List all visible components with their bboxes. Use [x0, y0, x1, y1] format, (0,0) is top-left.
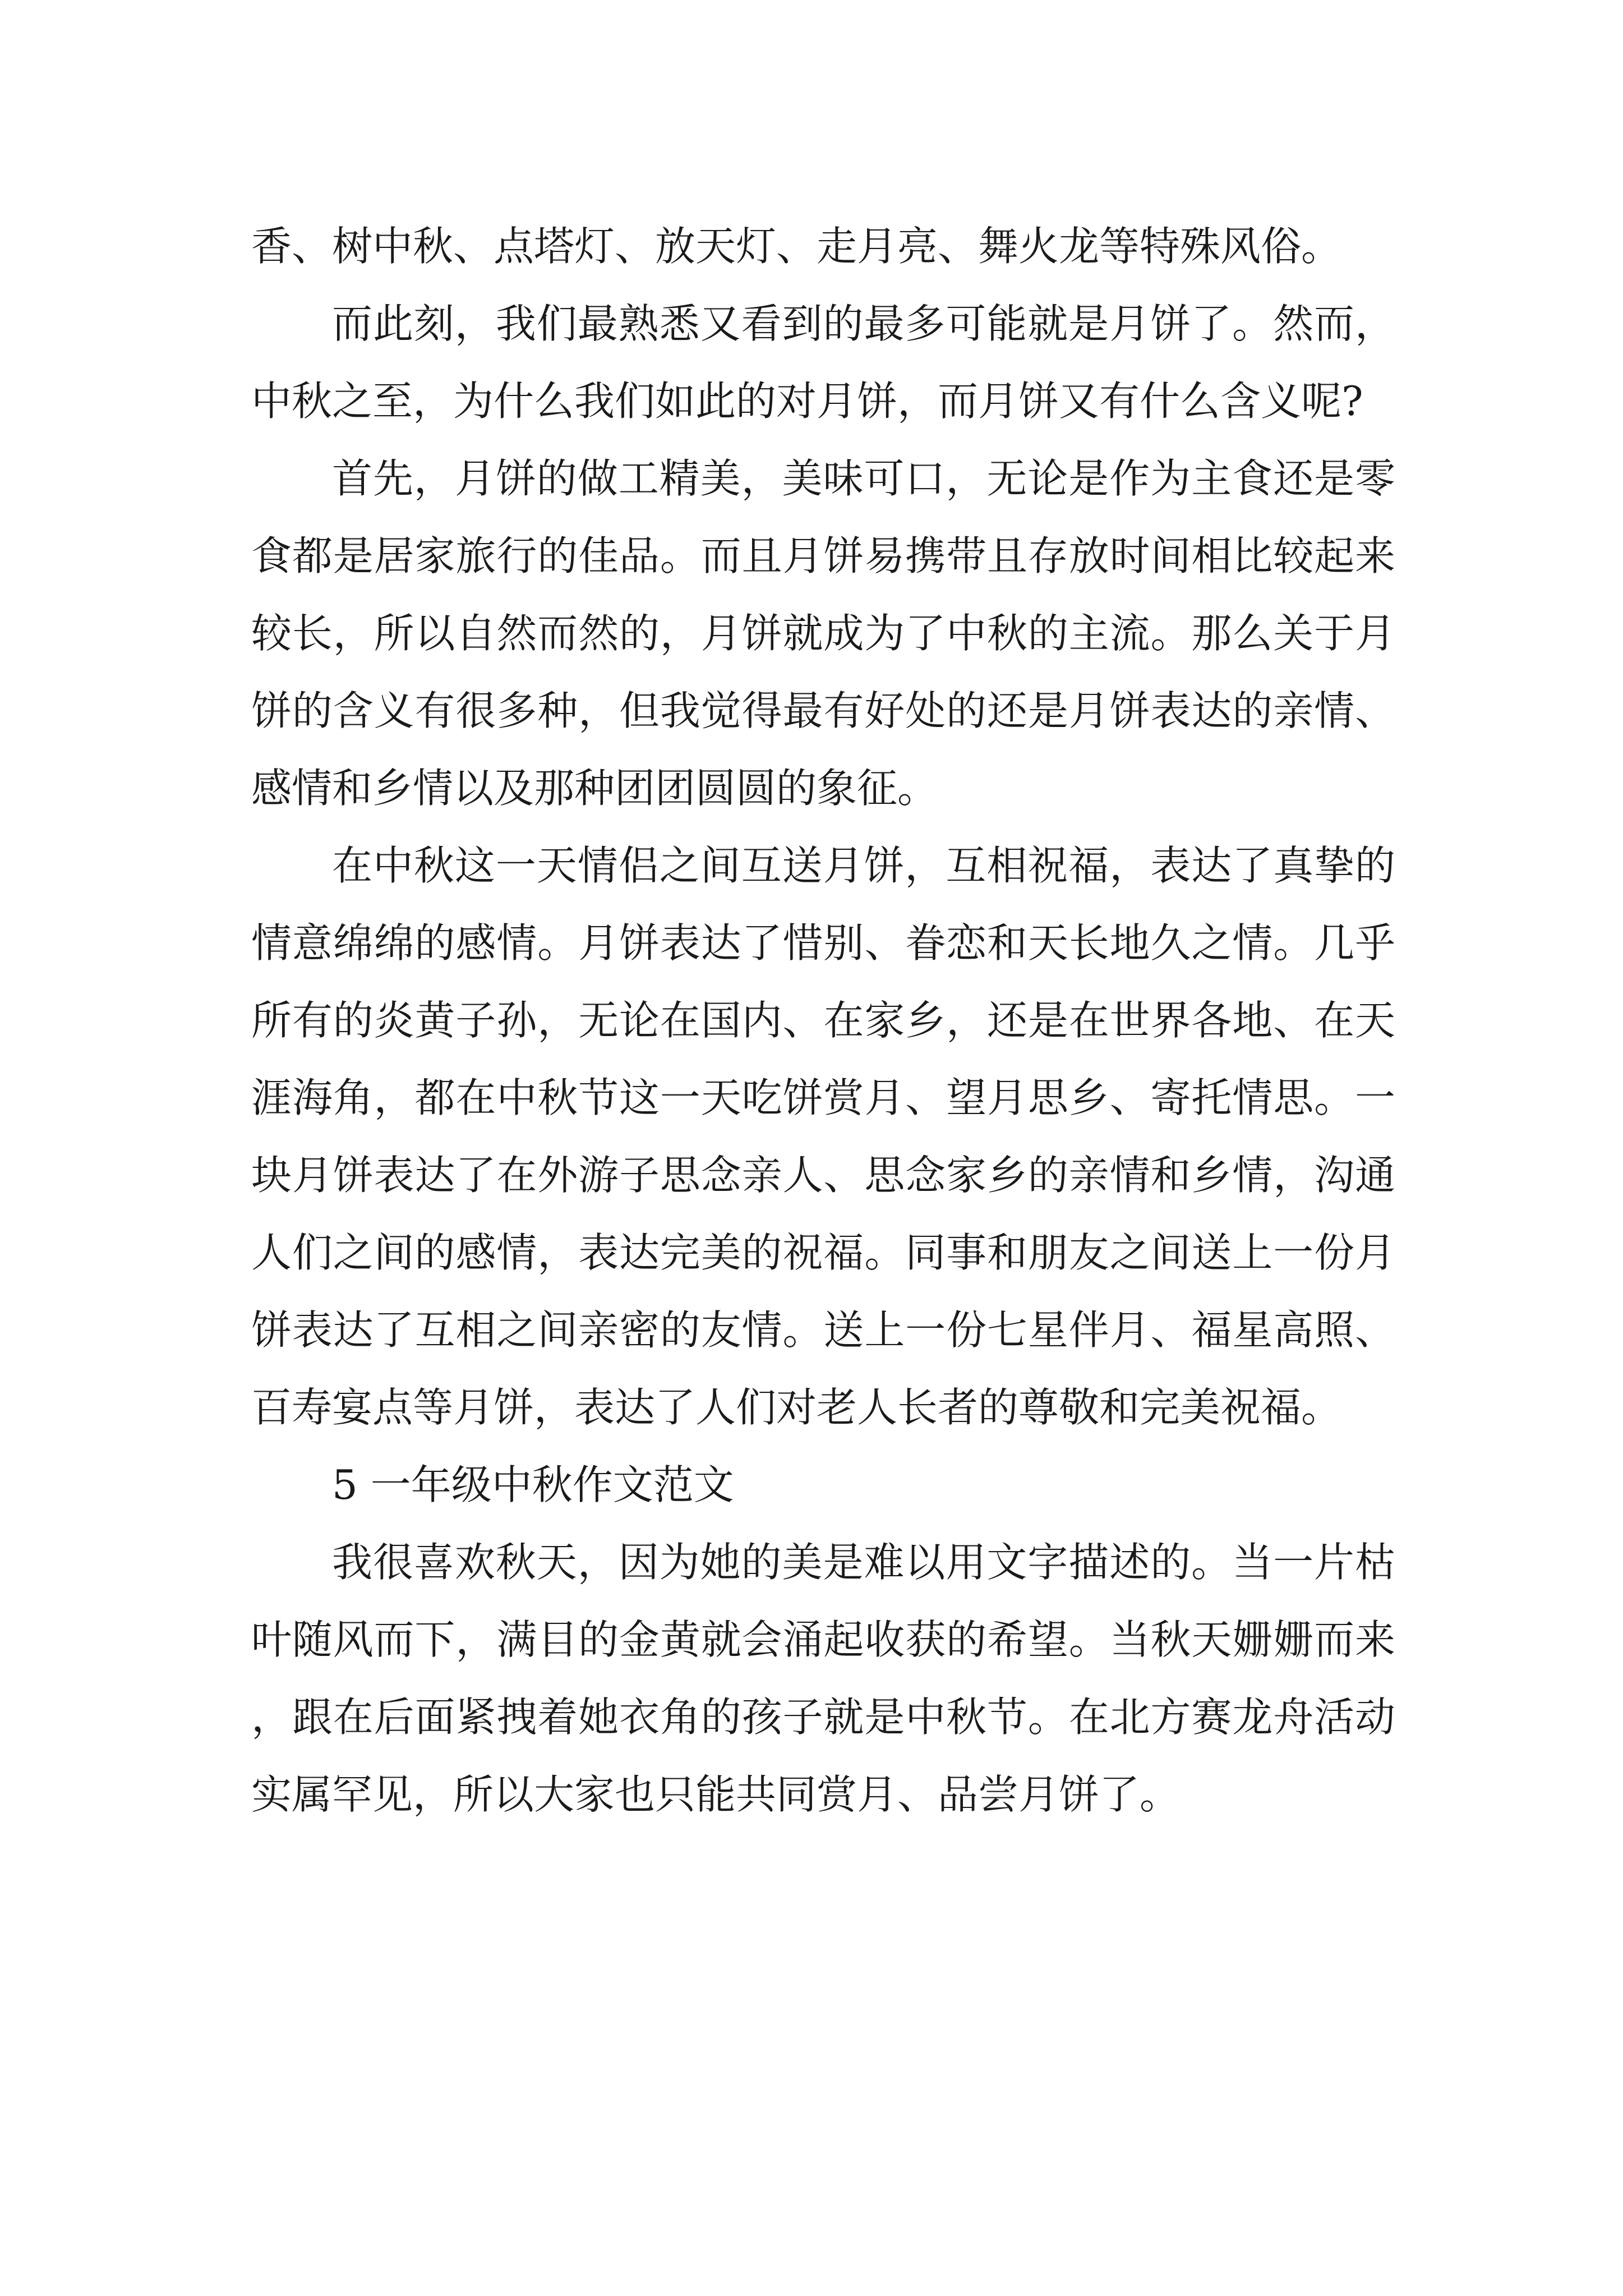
- paragraph-continued: 香、树中秋、点塔灯、放天灯、走月亮、舞火龙等特殊风俗。: [251, 223, 1342, 270]
- document-body: [251, 208, 1395, 1833]
- paragraph-mooncake-emotion: 在中秋这一天情侣之间互送月饼，互相祝福，表达了真挚的情意绵绵的感情。月饼表达了惜别、眷恋和天长地久之情。几乎所有的炎黄子孙，无论在国内、在家乡，还是在世界各地、在天涯海角，都在中秋节这一天吃饼赏月、望月思乡、寄托情思。一块月饼表达了在外游子思念亲人、思念家乡的亲情和乡情，沟通人们之间的感情，表达完美的祝福。同事和朋友之间送上一份月饼表达了互相之间亲密的友情。送上一份七星伴月、福星高照、百寿宴点等月饼，表达了人们对老人长者的尊敬和完美祝福。: [251, 842, 1395, 1431]
- section-heading: 5 一年级中秋作文范文: [332, 1461, 734, 1508]
- paragraph-autumn: 我很喜欢秋天，因为她的美是难以用文字描述的。当一片枯叶随风而下，满目的金黄就会涌起收获的希望。当秋天姗姗而来，跟在后面紧拽着她衣角的孩子就是中秋节。在北方赛龙舟活动实属罕见，所以大家也只能共同赏月、品尝月饼了。: [251, 1539, 1395, 1818]
- paragraph-mooncake-meaning: 首先，月饼的做工精美，美味可口，无论是作为主食还是零食都是居家旅行的佳品。而且月饼易携带且存放时间相比较起来较长，所以自然而然的，月饼就成为了中秋的主流。那么关于月饼的含义有很多种，但我觉得最有好处的还是月饼表达的亲情、感情和乡情以及那种团团圆圆的象征。: [251, 455, 1395, 812]
- paragraph-mooncake-question: 而此刻，我们最熟悉又看到的最多可能就是月饼了。然而，中秋之至，为什么我们如此的对月饼，而月饼又有什么含义呢?: [251, 300, 1395, 425]
